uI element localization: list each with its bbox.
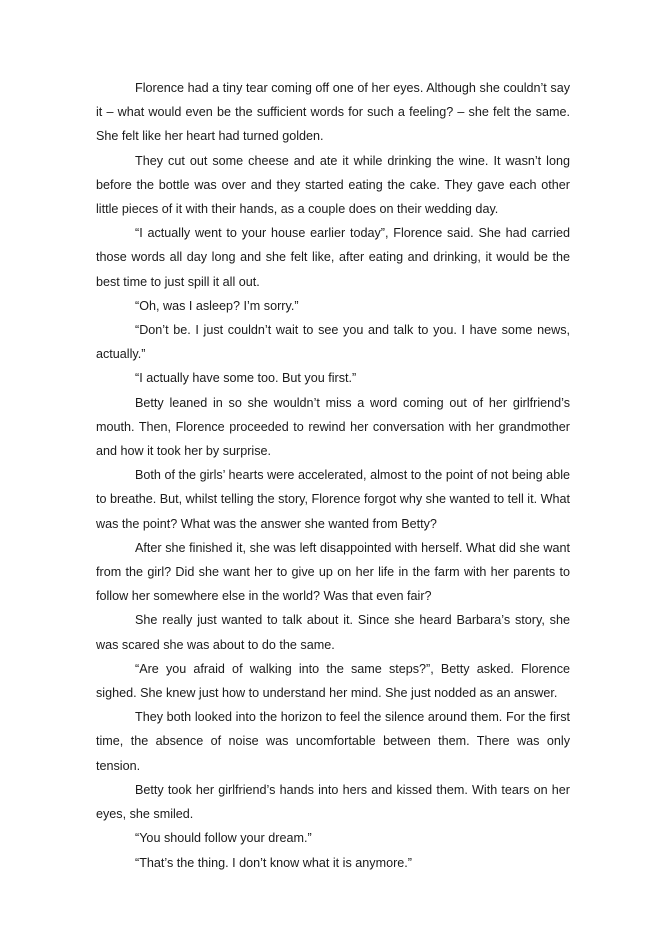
paragraph: “Are you afraid of walking into the same steps?”, Betty asked. Florence sighed. She knew just how to understand her mind. She just nodded as an answer. — [96, 661, 570, 701]
paragraph: “Oh, was I asleep? I’m sorry.” — [135, 298, 299, 313]
paragraph: “I actually went to your house earlier today”, Florence said. She had carried those words all day long and she felt like, after eating and drinking, it would be the best time to just spill it all out. — [96, 226, 570, 289]
paragraph: “I actually have some too. But you first.” — [135, 371, 357, 386]
document-page — [96, 76, 570, 875]
paragraph: Florence had a tiny tear coming off one of her eyes. Although she couldn’t say it – what would even be the sufficient words for such a feeling? – she felt the same. She felt like her heart had turned golden. — [96, 81, 570, 144]
paragraph: “You should follow your dream.” — [135, 831, 312, 846]
paragraph: She really just wanted to talk about it. Since she heard Barbara’s story, she was scared she was about to do the same. — [96, 613, 570, 652]
paragraph: “Don’t be. I just couldn’t wait to see you and talk to you. I have some news, actually.” — [96, 323, 570, 362]
paragraph: Betty took her girlfriend’s hands into hers and kissed them. With tears on her eyes, she smiled. — [96, 782, 570, 822]
paragraph: Both of the girls’ hearts were accelerated, almost to the point of not being able to breathe. But, whilst telling the story, Florence forgot why she wanted to tell it. What was the point? What was the answer she wanted from Betty? — [96, 468, 570, 531]
paragraph: After she finished it, she was left disappointed with herself. What did she want from the girl? Did she want her to give up on her life in the farm with her parents to follow her somewhere else in the world? Was that even fair? — [96, 540, 570, 604]
paragraph: “That’s the thing. I don’t know what it is anymore.” — [135, 855, 412, 870]
paragraph: Betty leaned in so she wouldn’t miss a word coming out of her girlfriend’s mouth. Then, Florence proceeded to rewind her conversation with her grandmother and how it took her by surprise. — [96, 395, 570, 459]
paragraph: They cut out some cheese and ate it while drinking the wine. It wasn’t long before the bottle was over and they started eating the cake. They gave each other little pieces of it with their hands, as a couple does on their wedding day. — [96, 153, 570, 217]
paragraph: They both looked into the horizon to feel the silence around them. For the first time, the absence of noise was uncomfortable between them. There was only tension. — [96, 710, 570, 773]
